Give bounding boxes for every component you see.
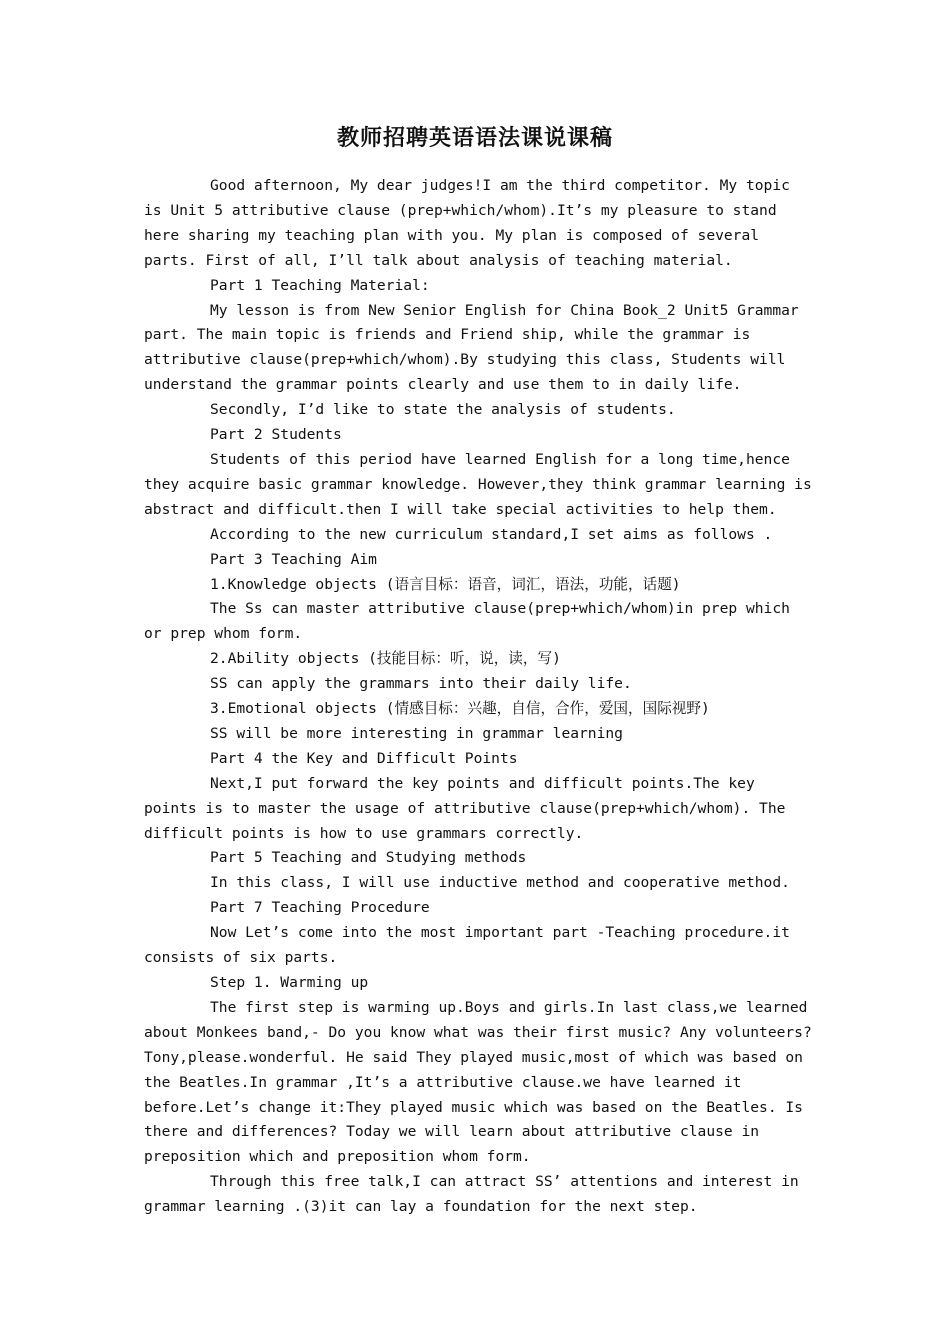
heading-part-4: Part 4 the Key and Difficult Points (210, 749, 518, 767)
paragraph-key-points: Next,I put forward the key points and difficult points.The key points is to master the usage of attributive clause(prep+which/whom). The difficult points is how to use grammars correctly. (144, 774, 786, 842)
heading-part-2: Part 2 Students (210, 426, 342, 444)
heading-part-3: Part 3 Teaching Aim (210, 550, 377, 568)
paragraph-procedure-intro: Now Let’s come into the most important part -Teaching procedure.it consists of six parts. (144, 924, 790, 967)
aim-ability-text: SS can apply the grammars into their daily life. (210, 675, 632, 693)
document-body (144, 174, 812, 1220)
aim-knowledge-text: The Ss can master attributive clause(prep+which/whom)in prep which or prep whom form. (144, 600, 790, 643)
paragraph-intro: Good afternoon, My dear judges!I am the third competitor. My topic is Unit 5 attributive clause (prep+which/whom).It’s my pleasure to stand here sharing my teaching plan with you. My plan is composed of several parts. First of all, I’ll talk about analysis of teaching material. (144, 177, 790, 269)
paragraph-free-talk: Through this free talk,I can attract SS’ attentions and interest in grammar learning .(3)it can lay a foundation for the next step. (144, 1173, 799, 1216)
paragraph-students: Students of this period have learned English for a long time,hence they acquire basic grammar knowledge. However,they think grammar learning is abstract and difficult.then I will take special activities to help them. (144, 450, 812, 518)
paragraph-methods: In this class, I will use inductive method and cooperative method. (210, 874, 790, 892)
aim-emotional-text: SS will be more interesting in grammar learning (210, 724, 623, 742)
heading-part-1: Part 1 Teaching Material: (210, 276, 430, 294)
paragraph-transition-aims: According to the new curriculum standard,I set aims as follows . (210, 525, 773, 543)
heading-part-7: Part 7 Teaching Procedure (210, 899, 430, 917)
aim-emotional-heading: 3.Emotional objects (情感目标：兴趣，自信，合作，爱国，国际视野) (210, 700, 710, 718)
aim-ability-heading: 2.Ability objects (技能目标：听，说，读，写) (210, 650, 561, 668)
document-title: 教师招聘英语语法课说课稿 (336, 125, 613, 151)
paragraph-warming-up: The first step is warming up.Boys and girls.In last class,we learned about Monkees band,- Do you know what was their first music? Any volunteers? Tony,please.wonderful. He said They played music,most of which was based on the Beatles.In grammar ,It’s a attributive clause.we have learned it before.Let’s change it:They played music which was based on the Beatles. Is there and differences? Today we will learn about attributive clause in preposition which and preposition whom form. (144, 998, 812, 1166)
paragraph-transition-students: Secondly, I’d like to state the analysis of students. (210, 401, 676, 419)
paragraph-material: My lesson is from New Senior English for China Book_2 Unit5 Grammar part. The main topic is friends and Friend ship, while the grammar is attributive clause(prep+which/whom).By studying this class, Students will understand the grammar points clearly and use them to in daily life. (144, 301, 799, 394)
aim-knowledge-heading: 1.Knowledge objects (语言目标：语音，词汇，语法，功能，话题) (210, 575, 681, 593)
heading-part-5: Part 5 Teaching and Studying methods (210, 849, 527, 867)
heading-step-1: Step 1. Warming up (210, 974, 369, 991)
